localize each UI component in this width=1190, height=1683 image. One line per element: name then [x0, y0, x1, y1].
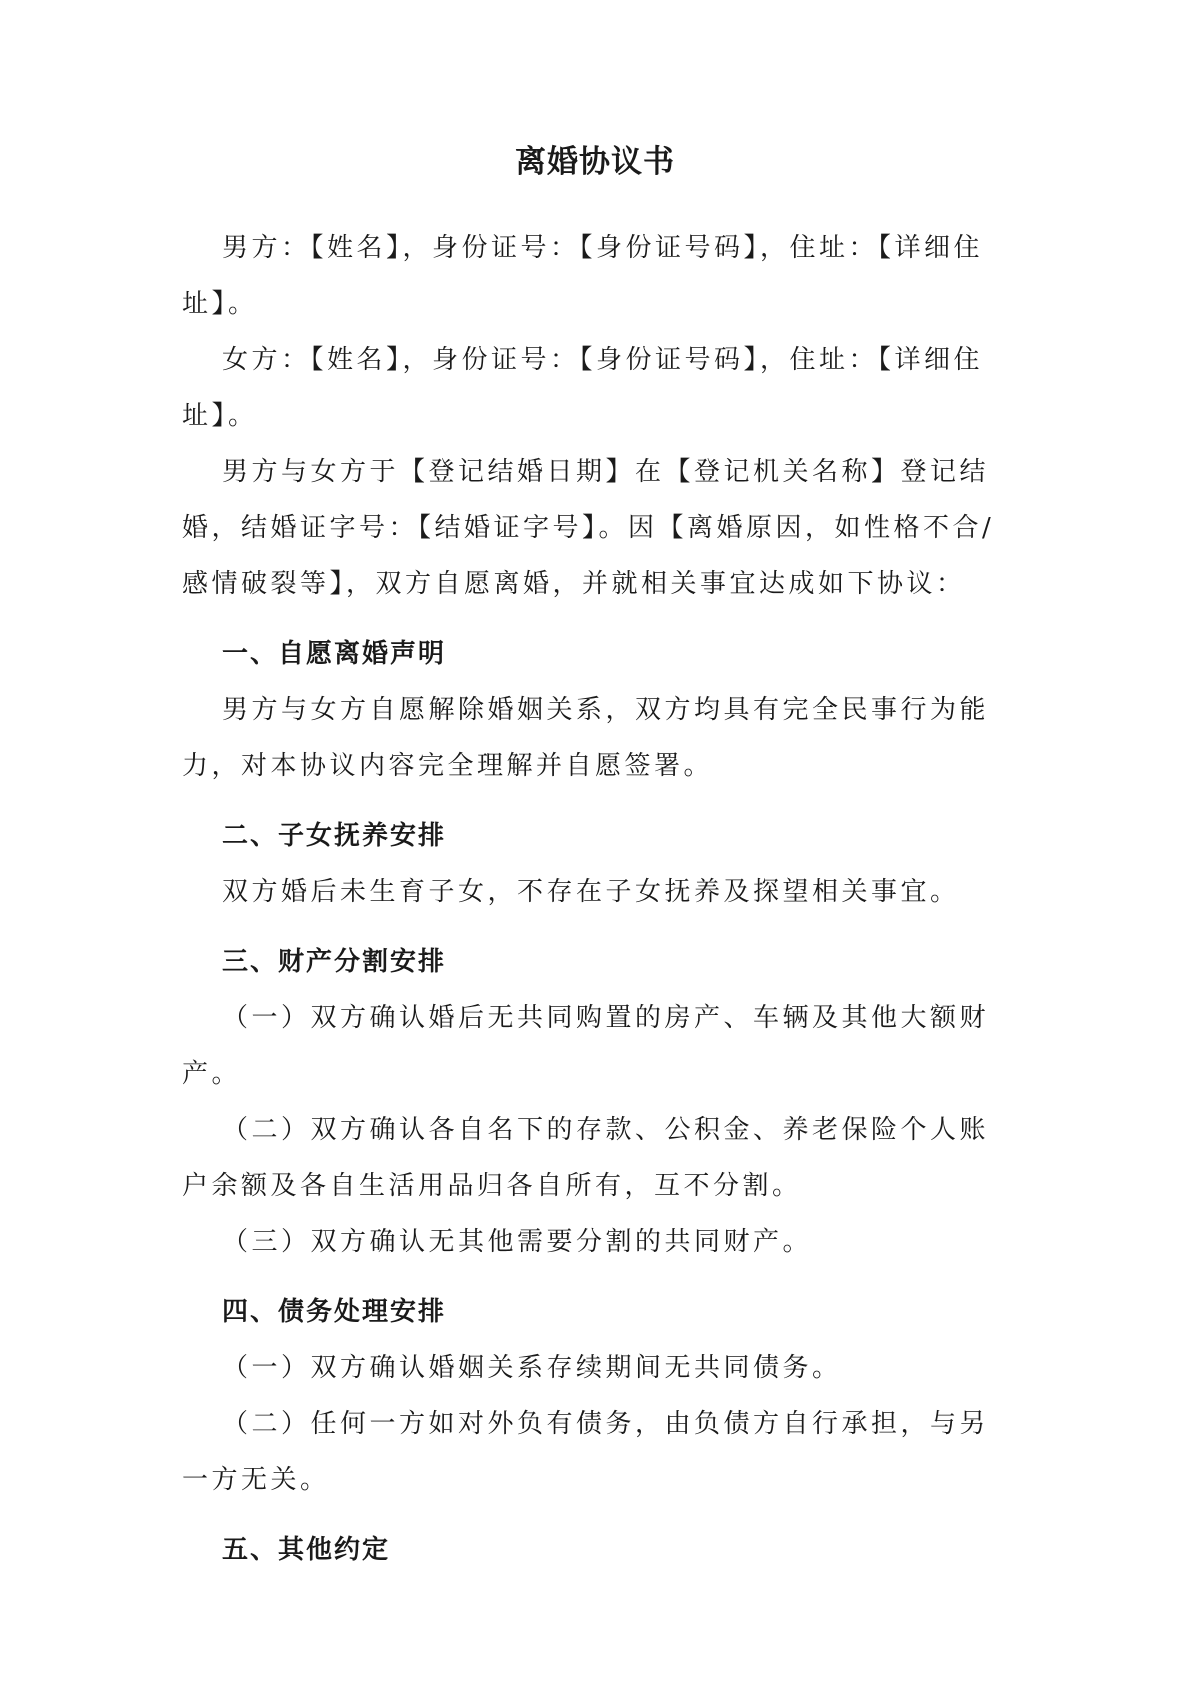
section-paragraph: （一）双方确认婚姻关系存续期间无共同债务。: [222, 1353, 842, 1383]
preamble-paragraph: 男方与女方于【登记结婚日期】在【登记机关名称】登记结婚，结婚证字号：【结婚证字号】。因【离婚原因，如性格不合/感情破裂等】，双方自愿离婚，并就相关事宜达成如下协议：: [182, 457, 995, 599]
section-heading-child-custody: 二、子女抚养安排: [222, 821, 447, 851]
section-paragraph: （一）双方确认婚后无共同购置的房产、车辆及其他大额财产。: [182, 1003, 990, 1089]
section-heading-debt-handling: 四、债务处理安排: [222, 1297, 447, 1327]
document-body: [182, 220, 1012, 1578]
section-heading-property-division: 三、财产分割安排: [222, 947, 447, 977]
male-party-paragraph: 男方：【姓名】，身份证号：【身份证号码】，住址：【详细住址】。: [182, 233, 984, 319]
section-paragraph: （二）双方确认各自名下的存款、公积金、养老保险个人账户余额及各自生活用品归各自所有，互不分割。: [182, 1115, 990, 1201]
section-paragraph: （二）任何一方如对外负有债务，由负债方自行承担，与另一方无关。: [182, 1409, 990, 1495]
section-paragraph: 双方婚后未生育子女，不存在子女抚养及探望相关事宜。: [222, 877, 960, 907]
section-heading-other-agreements: 五、其他约定: [222, 1535, 391, 1565]
section-paragraph: 男方与女方自愿解除婚姻关系，双方均具有完全民事行为能力，对本协议内容完全理解并自愿签署。: [182, 695, 990, 781]
document-title: 离婚协议书: [515, 144, 675, 180]
section-paragraph: （三）双方确认无其他需要分割的共同财产。: [222, 1227, 813, 1257]
female-party-paragraph: 女方：【姓名】，身份证号：【身份证号码】，住址：【详细住址】。: [182, 345, 984, 431]
section-heading-voluntary-divorce: 一、自愿离婚声明: [222, 639, 447, 669]
